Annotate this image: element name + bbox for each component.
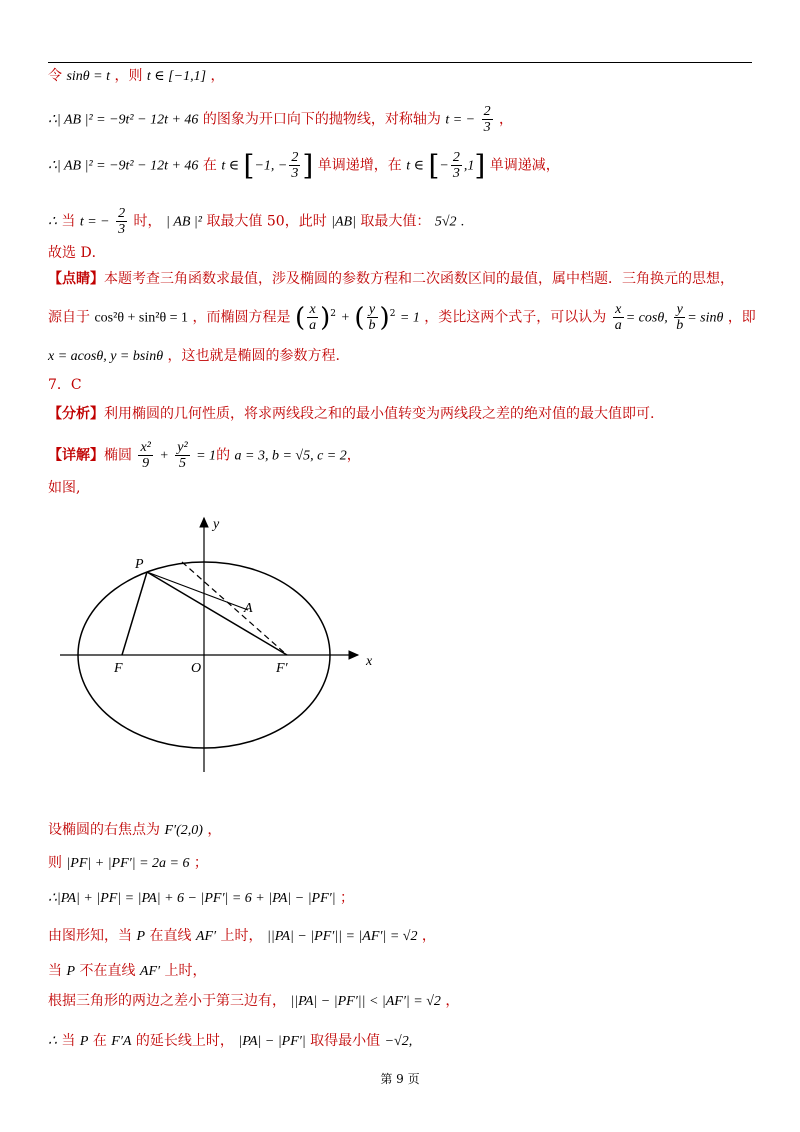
text: 不在直线 — [79, 963, 136, 979]
math: ||PA| − |PF′|| = |AF′| = √2 — [267, 929, 418, 944]
math: −1, − — [254, 158, 288, 174]
math: P — [79, 1034, 89, 1049]
fraction: $\frac{\text{y²}}{5}$ — [177, 440, 188, 471]
math: ∴ — [48, 214, 57, 230]
math: P — [66, 964, 76, 979]
math: = 1 — [196, 448, 217, 464]
math: −√2, — [384, 1034, 413, 1049]
fraction: $\frac{2}{3}$ — [291, 150, 299, 181]
math: = cosθ, — [625, 310, 668, 326]
label-A: A — [244, 601, 253, 616]
line-13 — [48, 820, 221, 841]
label: 【详解】 — [48, 447, 104, 464]
text: 的 — [216, 447, 231, 464]
text: 当 — [61, 1033, 76, 1049]
text: 令 — [48, 68, 62, 84]
text: ， — [346, 447, 361, 464]
math: = sinθ — [687, 310, 724, 326]
math: |PA| − |PF′| — [238, 1034, 306, 1049]
bracket-close: ] — [474, 148, 486, 182]
segment-PF — [122, 572, 147, 655]
paren: ) — [379, 302, 390, 333]
math: t = − — [79, 214, 110, 230]
line-14 — [48, 853, 208, 874]
label-P: P — [135, 557, 144, 572]
text: 利用椭圆的几何性质，将求两线段之和的最小值转变为两线段之差的绝对值的最大值即可. — [104, 406, 655, 422]
text: 取最大值 50，此时 — [206, 213, 327, 230]
fraction: $\frac{x}{a}$ — [309, 302, 317, 333]
math: a = 3, b = √5, c = 2 — [234, 448, 347, 464]
math: = 1 — [399, 310, 420, 326]
math: ∴|PA| + |PF| = |PA| + 6 − |PF′| = 6 + |PA| − |PF′| — [48, 891, 336, 906]
page-number: 第 9 页 — [380, 1072, 420, 1086]
text: ； — [340, 890, 355, 906]
fraction: $\frac{y}{b}$ — [368, 302, 376, 333]
text: ， — [421, 928, 436, 944]
label-O: O — [191, 661, 202, 676]
text: ， — [210, 68, 225, 84]
label-y: y — [213, 517, 220, 532]
text: 根据三角形的两边之差小于第三边有， — [48, 993, 286, 1009]
math: ||PA| − |PF′|| < |AF′| = √2 — [290, 994, 441, 1009]
text: 单调递增，在 — [317, 157, 402, 174]
text: 椭圆 — [104, 447, 132, 464]
math: P — [136, 929, 146, 944]
math: . — [461, 214, 465, 230]
fraction: $\frac{2}{3}$ — [118, 206, 126, 237]
math: F′A — [111, 1034, 132, 1049]
paren: ( — [354, 302, 365, 333]
line-16 — [48, 926, 436, 947]
text: ； — [193, 855, 208, 871]
text: ，则 — [114, 68, 143, 84]
math: F′(2,0) — [164, 823, 203, 838]
line-9: 7．C — [48, 377, 82, 393]
text: 当 — [61, 213, 76, 230]
text: 上时， — [164, 963, 207, 979]
math: |PF| + |PF′| = 2a = 6 — [66, 856, 190, 871]
text: ，而椭圆方程是 — [192, 309, 291, 326]
math: t ∈ — [406, 158, 424, 174]
label-Fprime: F′ — [276, 661, 288, 676]
line-5: 故选 D． — [48, 245, 106, 261]
text: 在直线 — [149, 928, 192, 944]
text: 单调递减， — [489, 157, 560, 174]
text: 取最大值： — [360, 213, 431, 230]
text: 在 — [202, 157, 217, 174]
text: ， — [207, 822, 222, 838]
bracket-open: [ — [428, 148, 440, 182]
line-19 — [48, 1031, 412, 1052]
fraction: $\frac{\text{x²}}{9}$ — [140, 440, 151, 471]
math: ∴| AB |² = −9t² − 12t + 46 — [48, 158, 199, 174]
math: 5√2 — [434, 214, 457, 230]
math: |AB| — [331, 214, 356, 230]
line-7: 源自于 cos²θ + sin²θ = 1 ，而椭圆方程是 ( $\frac{x}{a}$ )$^2$ + ( $\frac{y}{b}$ )$^2$ = 1 ，类比这两个式子，可以认为 $\frac{x}{a}$ = cosθ, $\frac{y}{b}$ = sinθ ，即 — [48, 302, 756, 333]
text: 当 — [48, 963, 62, 979]
label-x: x — [366, 654, 373, 669]
math: t ∈ — [221, 158, 240, 174]
math: x = acosθ, y = bsinθ — [48, 349, 164, 364]
text: 本题考查三角函数求最值，涉及椭圆的参数方程和二次函数区间的最值，属中档题．三角换元的思想， — [104, 271, 734, 287]
fraction: $\frac{2}{3}$ — [452, 150, 460, 181]
line-15 — [48, 888, 354, 909]
math: AF′ — [139, 964, 161, 979]
text: ，即 — [727, 309, 756, 326]
text: ，这也就是椭圆的参数方程. — [167, 348, 340, 364]
line-18 — [48, 991, 459, 1012]
math: cos²θ + sin²θ = 1 — [94, 310, 189, 326]
fraction: $\frac{x}{a}$ — [614, 302, 622, 333]
label: 【点睛】 — [48, 271, 104, 287]
math: ∴| AB |² = −9t² − 12t + 46 — [48, 112, 199, 128]
text: 在 — [92, 1033, 107, 1049]
text: ， — [445, 993, 460, 1009]
math: t = − — [445, 112, 476, 128]
fraction: $\frac{y}{b}$ — [676, 302, 684, 333]
paren: ( — [294, 302, 306, 333]
math: | AB |² — [165, 214, 202, 230]
paren: ) — [320, 302, 331, 333]
math: sinθ = t — [66, 69, 111, 84]
bracket-close: ] — [302, 148, 314, 182]
math: ,1 — [463, 158, 475, 174]
text: 的延长线上时， — [135, 1033, 234, 1049]
text: 取得最小值 — [310, 1033, 381, 1049]
math: ∴ — [48, 1034, 57, 1049]
label: 【分析】 — [48, 406, 104, 422]
text: 设椭圆的右焦点为 — [48, 822, 160, 838]
bracket-open: [ — [243, 148, 255, 182]
text: ，类比这两个式子，可以认为 — [424, 309, 607, 326]
line-12: 如图, — [48, 480, 81, 496]
math: t ∈ [−1,1] — [146, 69, 207, 84]
label-F: F — [114, 661, 123, 676]
segment-PA — [147, 572, 248, 610]
math: − — [439, 158, 449, 174]
text: 则 — [48, 855, 62, 871]
text: 时， — [133, 213, 162, 230]
math: AF′ — [195, 929, 217, 944]
text: 由图形知，当 — [48, 928, 132, 944]
text: 源自于 — [48, 309, 90, 326]
text: ， — [499, 111, 514, 128]
line-17 — [48, 961, 207, 982]
text: 的图象为开口向下的抛物线，对称轴为 — [202, 111, 441, 128]
text: 上时， — [220, 928, 263, 944]
line-11: 【详解】椭圆 $\frac{\text{x²}}{9}$ + $\frac{\text{y²}}{5}$ = 1的 a = 3, b = √5, c = 2， — [48, 440, 361, 471]
fraction: $\frac{2}{3}$ — [483, 104, 491, 135]
segment-PFprime — [147, 572, 287, 655]
